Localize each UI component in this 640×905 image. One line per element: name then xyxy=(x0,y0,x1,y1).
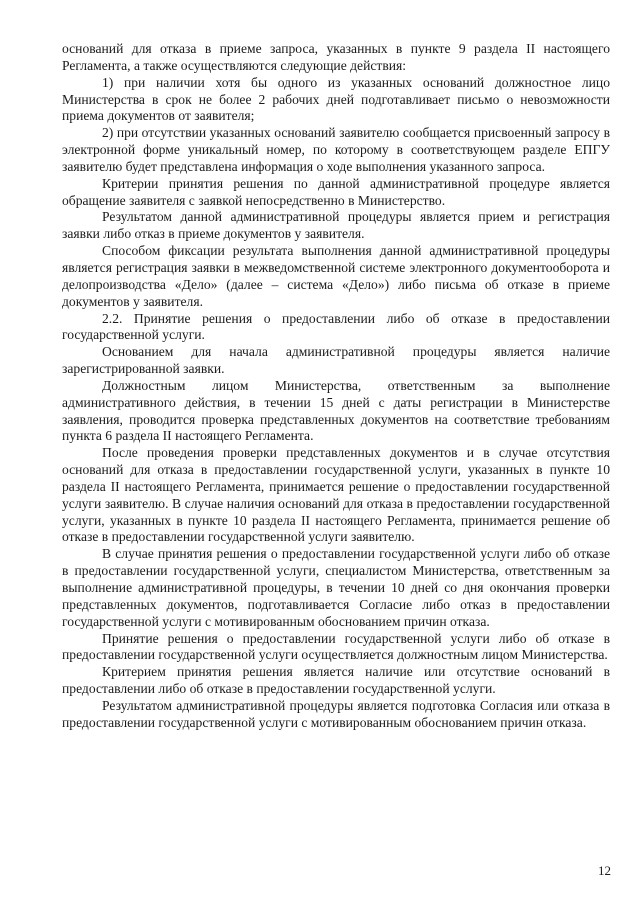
paragraph: 2) при отсутствии указанных оснований заявителю сообщается присвоенный запросу в электронной форме уникальный номер, по которому в соответствующем разделе ЕПГУ заявителю будет представлена информация о ходе выполнения указанного запроса. xyxy=(62,125,610,174)
paragraph: оснований для отказа в приеме запроса, указанных в пункте 9 раздела II настоящего Регламента, а также осуществляются следующие действия: xyxy=(62,41,610,73)
paragraph: Основанием для начала административной процедуры является наличие зарегистрированной заявки. xyxy=(62,344,610,377)
paragraph: 1) при наличии хотя бы одного из указанных оснований должностное лицо Министерства в срок не более 2 рабочих дней подготавливает письмо о невозможности приема документов от заявителя; xyxy=(62,74,610,124)
paragraph: Критерии принятия решения по данной административной процедуре является обращение заявителя с заявкой непосредственно в Министерство. xyxy=(62,175,610,208)
paragraph: После проведения проверки представленных документов и в случае отсутствия оснований для отказа в предоставлении государственной услуги, указанных в пункте 10 раздела II настоящего Регламента, принимается решение о предоставлении государственной услуги заявителю. В случае наличия оснований для отказа в предоставлении государственной услуги, указанных в пункте 10 раздела II настоящего Регламента, принимается решение об отказе в предоставлении государственной услуги заявителю. xyxy=(62,445,610,545)
page-number: 12 xyxy=(598,863,611,878)
paragraph: Результатом данной административной процедуры является прием и регистрация заявки либо отказ в приеме документов у заявителя. xyxy=(62,209,610,242)
document-body xyxy=(62,41,610,732)
paragraph: Принятие решения о предоставлении государственной услуги либо об отказе в предоставлении государственной услуги осуществляется должностным лицом Министерства. xyxy=(62,630,610,663)
paragraph: В случае принятия решения о предоставлении государственной услуги либо об отказе в предоставлении государственной услуги, специалистом Министерства, ответственным за выполнение административной процедуры, в течении 10 дней со дня окончания проверки представленных документов, подготавливается Согласие либо отказ в предоставлении государственной услуги с мотивированным обоснованием причин отказа. xyxy=(62,546,610,629)
paragraph: Критерием принятия решения является наличие или отсутствие оснований в предоставлении либо об отказе в предоставлении государственной услуги. xyxy=(62,664,610,697)
paragraph: Способом фиксации результата выполнения данной административной процедуры является регистрация заявки в межведомственной системе электронного документооборота и делопроизводства «Дело» (далее – система «Дело») либо письма об отказе в приеме документов у заявителя. xyxy=(62,243,610,309)
section-heading: 2.2. Принятие решения о предоставлении либо об отказе в предоставлении государственной услуги. xyxy=(62,310,610,343)
paragraph: Должностным лицом Министерства, ответственным за выполнение административного действия, в течении 15 дней с даты регистрации в Министерстве заявления, проводится проверка представленных документов на соответствие требованиям пункта 6 раздела II настоящего Регламента. xyxy=(62,377,610,444)
paragraph: Результатом административной процедуры является подготовка Согласия или отказа в предоставлении государственной услуги с мотивированным обоснованием причин отказа. xyxy=(62,697,610,730)
